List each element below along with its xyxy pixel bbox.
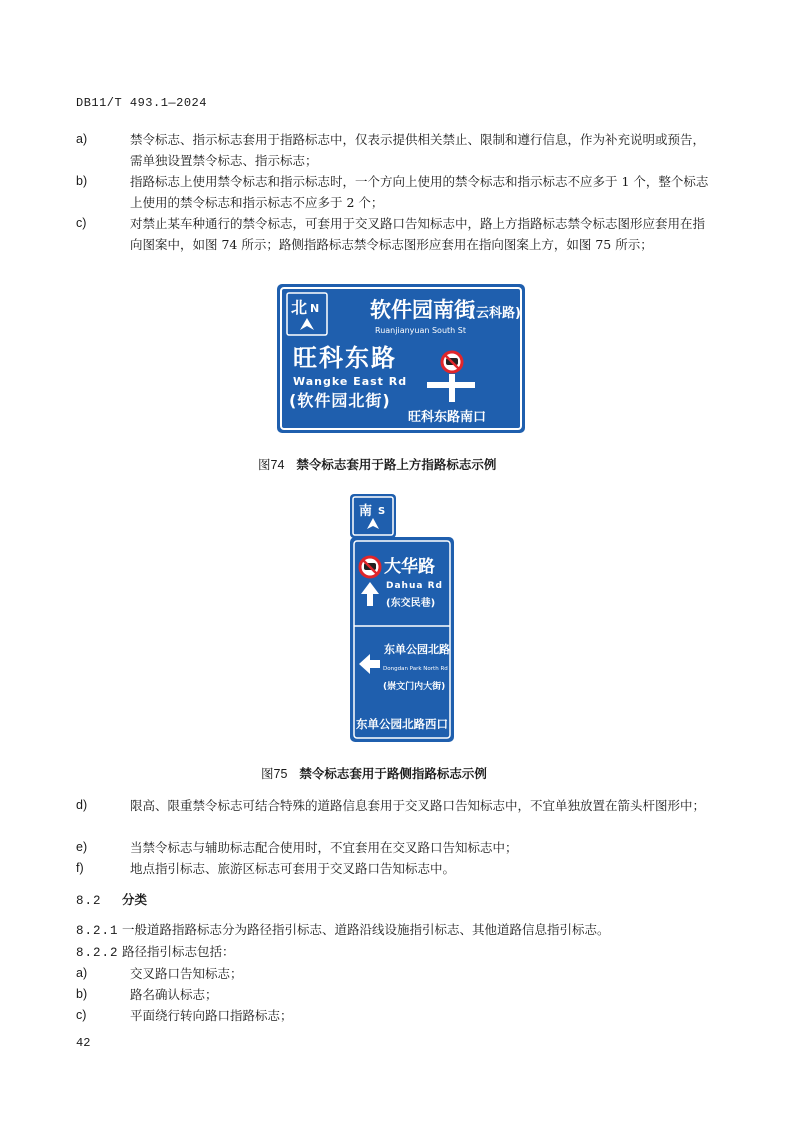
list-item <box>76 213 716 255</box>
list-item <box>76 837 716 858</box>
list-item <box>76 171 716 213</box>
list-text: 地点指引标志、旅游区标志可套用于交叉路口告知标志中。 <box>130 861 456 876</box>
prohibition-icon <box>360 557 380 577</box>
road2-alias: (崇文门内大街) <box>383 682 446 692</box>
road1-name: 大华路 <box>384 557 435 577</box>
compass-cn: 南 <box>359 504 373 519</box>
clause-number: 8.2.1 <box>76 924 119 938</box>
list-item <box>76 858 716 879</box>
top-road-name: 软件园南街 <box>370 298 475 322</box>
road1-english: Dahua Rd <box>386 581 443 591</box>
figure-74-sign <box>277 284 525 433</box>
caption-number: 图74 <box>258 458 285 472</box>
compass-en: N <box>310 302 320 315</box>
list-marker: b) <box>76 174 88 188</box>
clause <box>76 920 610 938</box>
list-text: 对禁止某车种通行的禁令标志，可套用于交叉路口告知标志中，路上方指路标志禁令标志图形应套用在指向图案中，如图 74 所示；路侧指路标志禁令标志图形应套用在指向图案上方，如图 75 所示； <box>130 216 706 252</box>
top-road-english: Ruanjianyuan South St <box>375 326 466 335</box>
caption-text: 禁令标志套用于路侧指路标志示例 <box>299 766 487 781</box>
road1-alias: (东交民巷) <box>386 598 436 609</box>
road2-english: Dongdan Park North Rd <box>383 666 448 672</box>
list-text: 平面绕行转向路口指路标志； <box>130 1008 293 1023</box>
list-marker: b) <box>76 987 88 1001</box>
document-code: DB11/T 493.1—2024 <box>76 96 207 110</box>
list-text: 禁令标志、指示标志套用于指路标志中，仅表示提供相关禁止、限制和遵行信息，作为补充说明或预告，需单独设置禁令标志、指示标志； <box>130 132 706 168</box>
list-text: 当禁令标志与辅助标志配合使用时，不宜套用在交叉路口告知标志中； <box>130 840 518 855</box>
clause-number: 8.2.2 <box>76 946 119 960</box>
clause-text: 一般道路指路标志分为路径指引标志、道路沿线设施指引标志、其他道路信息指引标志。 <box>122 922 610 937</box>
list-marker: c) <box>76 216 87 230</box>
clause-text: 路径指引标志包括： <box>122 944 235 959</box>
list-marker: e) <box>76 840 88 854</box>
list-text: 指路标志上使用禁令标志和指示标志时，一个方向上使用的禁令标志和指示标志不应多于 1 个，整个标志上使用的禁令标志和指示标志不应多于 2 个； <box>130 174 709 210</box>
figure-75-caption <box>261 764 487 782</box>
figure-74-caption <box>258 455 496 473</box>
main-road-name: 旺科东路 <box>293 344 397 372</box>
list-text: 交叉路口告知标志； <box>130 966 243 981</box>
list-item <box>76 795 716 816</box>
intersection-name: 东单公园北路西口 <box>356 717 448 731</box>
figure-75-sign <box>350 494 454 742</box>
main-road-english: Wangke East Rd <box>293 375 408 388</box>
top-road-alias: (云科路) <box>470 306 521 321</box>
intersection-name: 旺科东路南口 <box>408 410 487 425</box>
section-number: 8.2 <box>76 894 102 908</box>
caption-text: 禁令标志套用于路上方指路标志示例 <box>296 457 497 472</box>
section-heading <box>76 890 147 908</box>
prohibition-icon <box>442 352 462 372</box>
list-text: 路名确认标志； <box>130 987 218 1002</box>
list-marker: f) <box>76 861 84 875</box>
section-title: 分类 <box>122 892 148 907</box>
road2-name: 东单公园北路 <box>384 643 450 656</box>
main-road-alias: (软件园北街) <box>289 391 391 410</box>
list-marker: a) <box>76 132 88 146</box>
list-marker: a) <box>76 966 88 980</box>
list-item <box>76 1005 716 1026</box>
compass-en: S <box>378 506 386 517</box>
compass-panel <box>350 494 396 538</box>
list-item <box>76 984 716 1005</box>
list-marker: d) <box>76 798 88 812</box>
caption-number: 图75 <box>261 767 288 781</box>
compass-cn: 北 <box>291 298 308 317</box>
list-marker: c) <box>76 1008 87 1022</box>
list-item <box>76 129 716 171</box>
page-number: 42 <box>76 1036 91 1050</box>
list-text: 限高、限重禁令标志可结合特殊的道路信息套用于交叉路口告知标志中，不宜单独放置在箭头杆图形中； <box>130 798 706 813</box>
list-item <box>76 963 716 984</box>
clause <box>76 942 235 960</box>
